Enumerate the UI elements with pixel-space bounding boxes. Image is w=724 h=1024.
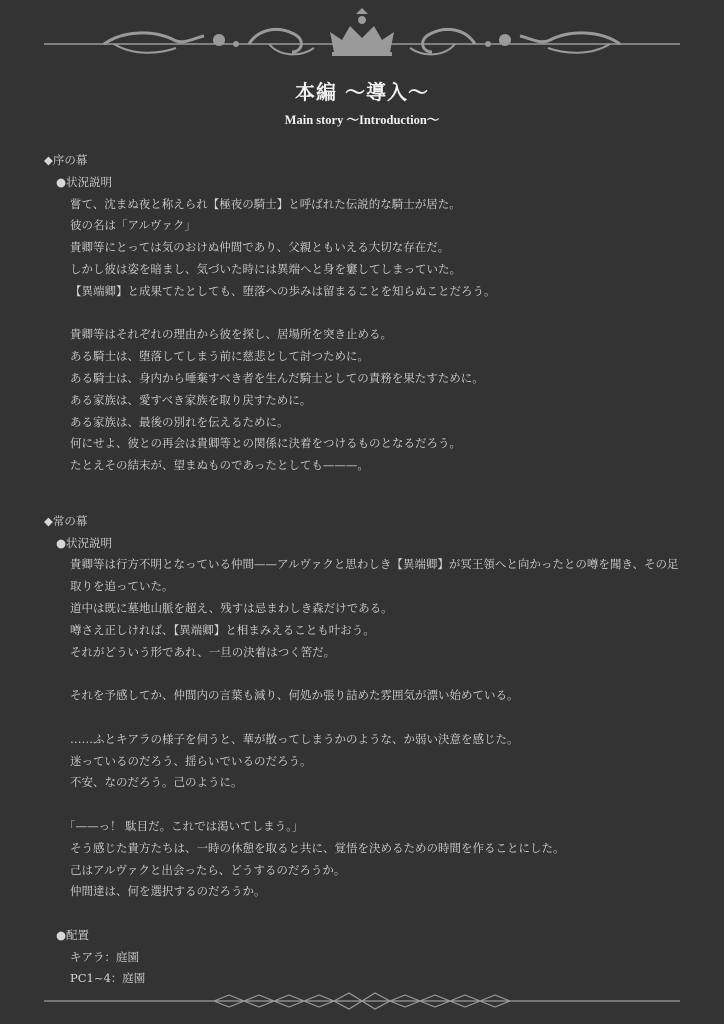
jo-p1-line: 嘗て、沈まぬ夜と称えられ【極夜の騎士】と呼ばれた伝説的な騎士が居た。 — [70, 196, 461, 211]
jo-p2-line: ある家族は、最後の別れを伝えるために。 — [70, 414, 289, 429]
jo-p1-line: しかし彼は姿を暗まし、気づいた時には異端へと身を窶してしまっていた。 — [70, 261, 461, 276]
bottom-ornament — [44, 990, 680, 1012]
main-content — [44, 150, 684, 990]
tsune-p2-line: それを予感してか、仲間内の言葉も減り、何処か張り詰めた雰囲気が漂い始めている。 — [70, 688, 519, 703]
jo-p1-line: 彼の名は「アルヴァク」 — [70, 218, 196, 233]
placement-label: ●配置 — [56, 927, 90, 942]
tsune-p4-line: 己はアルヴァクと出会ったら、どうするのだろうか。 — [70, 862, 346, 877]
jo-p2-line: ある騎士は、堕落してしまう前に慈悲として討つために。 — [70, 349, 369, 364]
section-heading-jo: ◆序の幕 — [44, 153, 88, 167]
top-ornament — [44, 8, 680, 60]
tsune-p3-line: 迷っているのだろう、揺らいでいるのだろう。 — [70, 753, 312, 768]
tsune-quote: 「——っ！ 駄目だ。これでは渇いてしまう。」 — [64, 818, 304, 833]
tsune-p1-line: それがどういう形であれ、一旦の決着はつく筈だ。 — [70, 644, 336, 659]
tsune-p4-line: そう感じた貴方たちは、一時の休憩を取ると共に、覚悟を決めるための時間を作ることにした。 — [70, 840, 565, 855]
tsune-p1-wrapped: 貴卿等は行方不明となっている仲間——アルヴァクと思わしき【異端卿】が冥王領へと向かったとの噂を聞き、その足取りを追っていた。 — [70, 557, 679, 594]
page-title: 本編 ～導入～ — [295, 80, 429, 104]
situation-label-tsune: ●状況説明 — [56, 535, 113, 550]
jo-p2-line: 貴卿等はそれぞれの理由から彼を探し、居場所を突き止める。 — [70, 327, 392, 342]
placement-item: PC1~4：庭園 — [70, 971, 146, 986]
tsune-p1-line: 道中は既に墓地山脈を超え、残すは忌まわしき森だけである。 — [70, 600, 393, 615]
situation-label-jo: ●状況説明 — [56, 174, 113, 189]
placement-item: キアラ：庭園 — [70, 949, 139, 964]
page-subtitle: Main story ～Introduction～ — [284, 113, 440, 127]
jo-p2-line: ある家族は、愛すべき家族を取り戻すために。 — [70, 392, 312, 407]
tsune-p3-line: ……ふとキアラの様子を伺うと、華が散ってしまうかのような、か弱い決意を感じた。 — [70, 731, 519, 746]
tsune-p3-line: 不安、なのだろう。己のように。 — [70, 775, 243, 790]
jo-p1-line: 貴卿等にとっては気のおけぬ仲間であり、父親ともいえる大切な存在だ。 — [70, 240, 450, 255]
jo-p2-line: 何にせよ、彼との再会は貴卿等との関係に決着をつけるものとなるだろう。 — [70, 436, 461, 451]
tsune-p1-line: 噂さえ正しければ、【異端卿】と相まみえることも叶おう。 — [70, 622, 375, 637]
jo-p2-line: たとえその結末が、望まぬものであったとしても———。 — [70, 458, 369, 473]
jo-p2-line: ある騎士は、身内から唾棄すべき者を生んだ騎士としての責務を果たすために。 — [70, 370, 484, 385]
jo-p1-line: 【異端卿】と成果てたとしても、堕落への歩みは留まることを知らぬことだろう。 — [70, 283, 496, 298]
tsune-p4-line: 仲間達は、何を選択するのだろうか。 — [70, 884, 266, 899]
section-heading-tsune: ◆常の幕 — [44, 513, 88, 528]
